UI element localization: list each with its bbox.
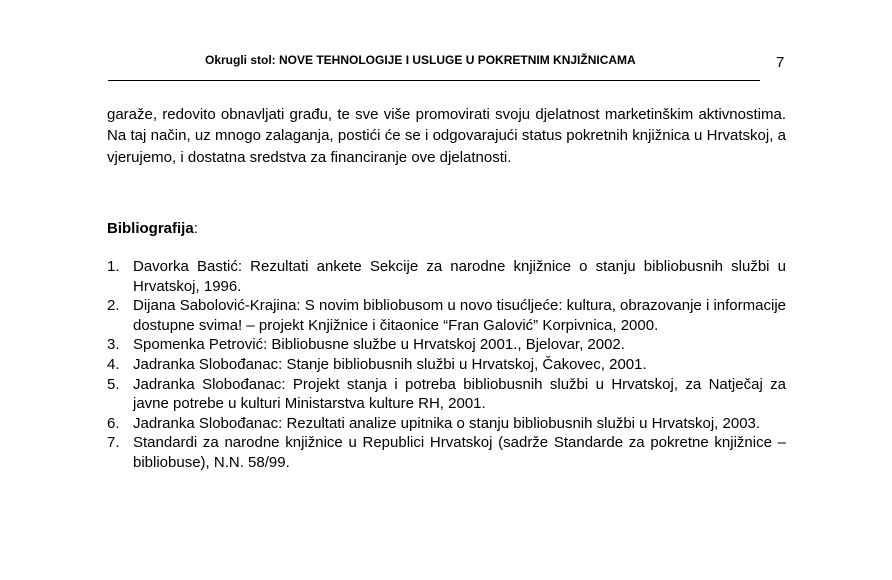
item-text: Jadranka Slobođanac: Projekt stanja i potreba bibliobusnih službi u Hrvatskoj, za Natječaj za javne potrebe u kulturi Ministarstva kulture RH, 2001. (133, 375, 786, 413)
bibliography-heading-label: Bibliografija (107, 220, 194, 237)
item-number: 6. (107, 414, 120, 432)
bibliography-item (107, 296, 786, 335)
bibliography-heading-colon: : (193, 220, 198, 237)
page-number: 7 (776, 54, 785, 71)
item-text: Standardi za narodne knjižnice u Republici Hrvatskoj (sadrže Standarde za pokretne knjižnice – bibliobuse), N.N. 58/99. (133, 434, 786, 471)
item-number: 3. (107, 336, 120, 354)
item-number: 7. (107, 434, 120, 452)
bibliography-list (107, 257, 786, 473)
item-text: Jadranka Slobođanac: Stanje bibliobusnih službi u Hrvatskoj, Čakovec, 2001. (133, 355, 647, 373)
item-number: 1. (107, 258, 120, 275)
item-text: Dijana Sabolović-Krajina: S novim bibliobusom u novo tisućljeće: kultura, obrazovanje i informacije dostupne svima! – projekt Knjižnice i čitaonice “Fran Galović” Korpivnica, 2000. (133, 297, 786, 334)
item-text: Spomenka Petrović: Bibliobusne službe u Hrvatskoj 2001., Bjelovar, 2002. (133, 336, 625, 354)
item-number: 5. (107, 375, 120, 393)
body-paragraph: garaže, redovito obnavljati građu, te sve više promovirati svoju djelatnost marketinškim aktivnostima. Na taj način, uz mnogo zalaganja, postići će se i odgovarajući status pokretnih knjižnica u Hrvatskoj, a vjerujemo, i dostatna sredstva za financiranje ove djelatnosti. (107, 106, 786, 166)
item-text: Davorka Bastić: Rezultati ankete Sekcije za narodne knjižnice o stanju bibliobusnih službi u Hrvatskoj, 1996. (133, 258, 786, 295)
running-header-title: Okrugli stol: NOVE TEHNOLOGIJE I USLUGE U POKRETNIM KNJIŽNICAMA (205, 53, 636, 67)
bibliography-item (107, 414, 786, 434)
header-divider (108, 80, 760, 81)
bibliography-heading (107, 220, 198, 237)
item-text: Jadranka Slobođanac: Rezultati analize upitnika o stanju bibliobusnih službi u Hrvatskoj, 2003. (133, 414, 761, 432)
bibliography-item (107, 335, 786, 355)
item-number: 2. (107, 297, 120, 315)
bibliography-item (107, 433, 786, 472)
item-number: 4. (107, 355, 120, 373)
bibliography-item (107, 375, 786, 414)
bibliography-item (107, 355, 786, 375)
bibliography-item (107, 257, 786, 296)
